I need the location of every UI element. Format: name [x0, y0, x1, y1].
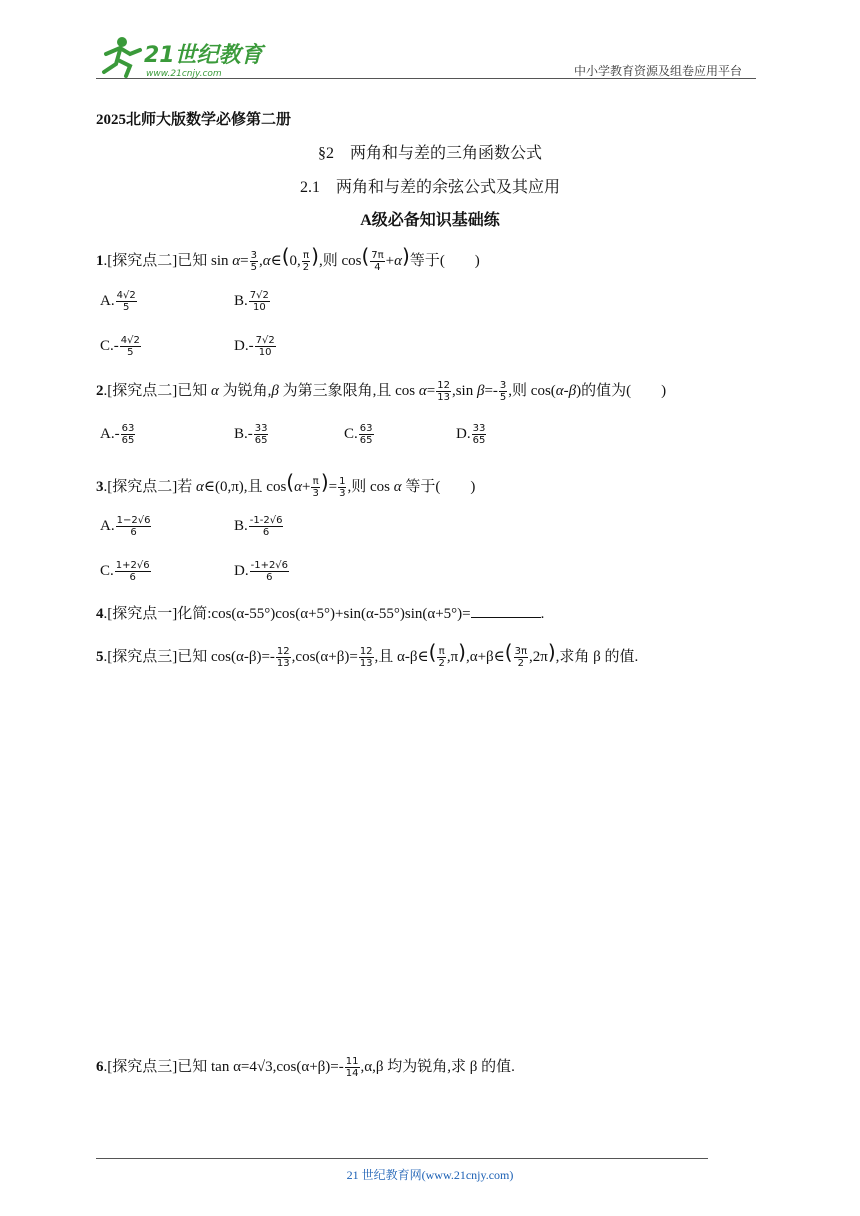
question-number: 1: [96, 253, 104, 269]
question-1: 1.[探究点二]已知 sin α= $\frac{3}{5}$ ,α∈(0, $\frac{\pi}{2}$ ),则 cos( $\frac{7\pi}{4}$ +α)等于( ): [96, 243, 480, 274]
option-b[interactable]: B. $\frac{-1-2√6}{6}$: [234, 515, 283, 538]
fraction: $\frac{12}{13}$: [359, 646, 373, 670]
logo-text: 21世纪教育: [144, 43, 263, 68]
question-5: 5.[探究点三]已知 cos(α-β)=- $\frac{12}{13}$ ,cos(α+β)= $\frac{12}{13}$ ,且 α-β∈( $\frac{\pi}{2}$ ,π),α+β∈( $\frac{3\pi}{2}$ ,2π),求角 β 的值.: [96, 639, 639, 670]
level-title: A级必备知识基础练: [360, 212, 500, 229]
option-a[interactable]: A. $\frac{4√2}{5}$: [100, 290, 136, 313]
header-divider: [96, 78, 756, 79]
question-number: 5: [96, 649, 104, 665]
fraction: $\frac{3}{5}$: [250, 250, 257, 274]
question-number: 4: [96, 606, 104, 622]
document-title: 2025北师大版数学必修第二册: [96, 112, 292, 128]
fraction: $\frac{7\pi}{4}$: [371, 250, 384, 274]
fraction: $\frac{11}{14}$: [345, 1056, 359, 1080]
question-2: 2.[探究点二]已知 α 为锐角,β 为第三象限角,且 cos α= $\frac{12}{13}$ ,sin β=- $\frac{3}{5}$ ,则 cos(α-β)的值为( ): [96, 380, 667, 404]
question-3: 3.[探究点二]若 α∈(0,π),且 cos(α+ $\frac{\pi}{3}$ )= $\frac{1}{3}$ ,则 cos α 等于( ): [96, 469, 476, 500]
fraction: $\frac{\pi}{3}$: [312, 476, 319, 500]
question-4: 4.[探究点一]化简:cos(α-55°)cos(α+5°)+sin(α-55°)sin(α+5°)= .: [96, 603, 544, 625]
fraction: $\frac{1}{3}$: [339, 476, 346, 500]
answer-blank[interactable]: [471, 603, 541, 618]
subsection-title: 2.1 两角和与差的余弦公式及其应用: [299, 179, 560, 196]
footer-link[interactable]: 21 世纪教育网(www.21cnjy.com): [346, 1168, 514, 1182]
option-d[interactable]: D.- $\frac{7√2}{10}$: [234, 335, 275, 358]
question-number: 2: [96, 383, 104, 399]
fraction: $\frac{3}{5}$: [499, 380, 507, 404]
question-6: 6.[探究点三]已知 tan α=4√3,cos(α+β)=- $\frac{11}{14}$ ,α,β 均为锐角,求 β 的值.: [96, 1056, 515, 1080]
question-number: 6: [96, 1059, 104, 1075]
header-platform-text: 中小学教育资源及组卷应用平台: [574, 64, 743, 78]
option-a[interactable]: A. $\frac{1-2√6}{6}$: [100, 515, 151, 538]
option-b[interactable]: B.- $\frac{33}{65}$: [234, 423, 268, 446]
question-number: 3: [96, 479, 104, 495]
option-d[interactable]: D. $\frac{33}{65}$: [456, 423, 486, 446]
section-title: §2 两角和与差的三角函数公式: [317, 145, 542, 162]
option-d[interactable]: D. $\frac{-1+2√6}{6}$: [234, 560, 289, 583]
option-c[interactable]: C. $\frac{1+2√6}{6}$: [100, 560, 150, 583]
option-c[interactable]: C.- $\frac{4√2}{5}$: [100, 335, 140, 358]
footer-divider: [96, 1158, 708, 1159]
logo-url: www.21cnjy.com: [146, 69, 222, 79]
site-logo: [96, 32, 266, 82]
fraction: $\frac{12}{13}$: [276, 646, 290, 670]
runner-icon: [104, 37, 140, 76]
fraction: $\frac{\pi}{2}$: [302, 250, 310, 274]
option-b[interactable]: B. $\frac{7√2}{10}$: [234, 290, 269, 313]
fraction: $\frac{\pi}{2}$: [438, 646, 445, 670]
fraction: $\frac{3\pi}{2}$: [514, 646, 527, 670]
option-a[interactable]: A.- $\frac{63}{65}$: [100, 423, 135, 446]
fraction: $\frac{12}{13}$: [437, 380, 450, 404]
option-c[interactable]: C. $\frac{63}{65}$: [344, 423, 373, 446]
